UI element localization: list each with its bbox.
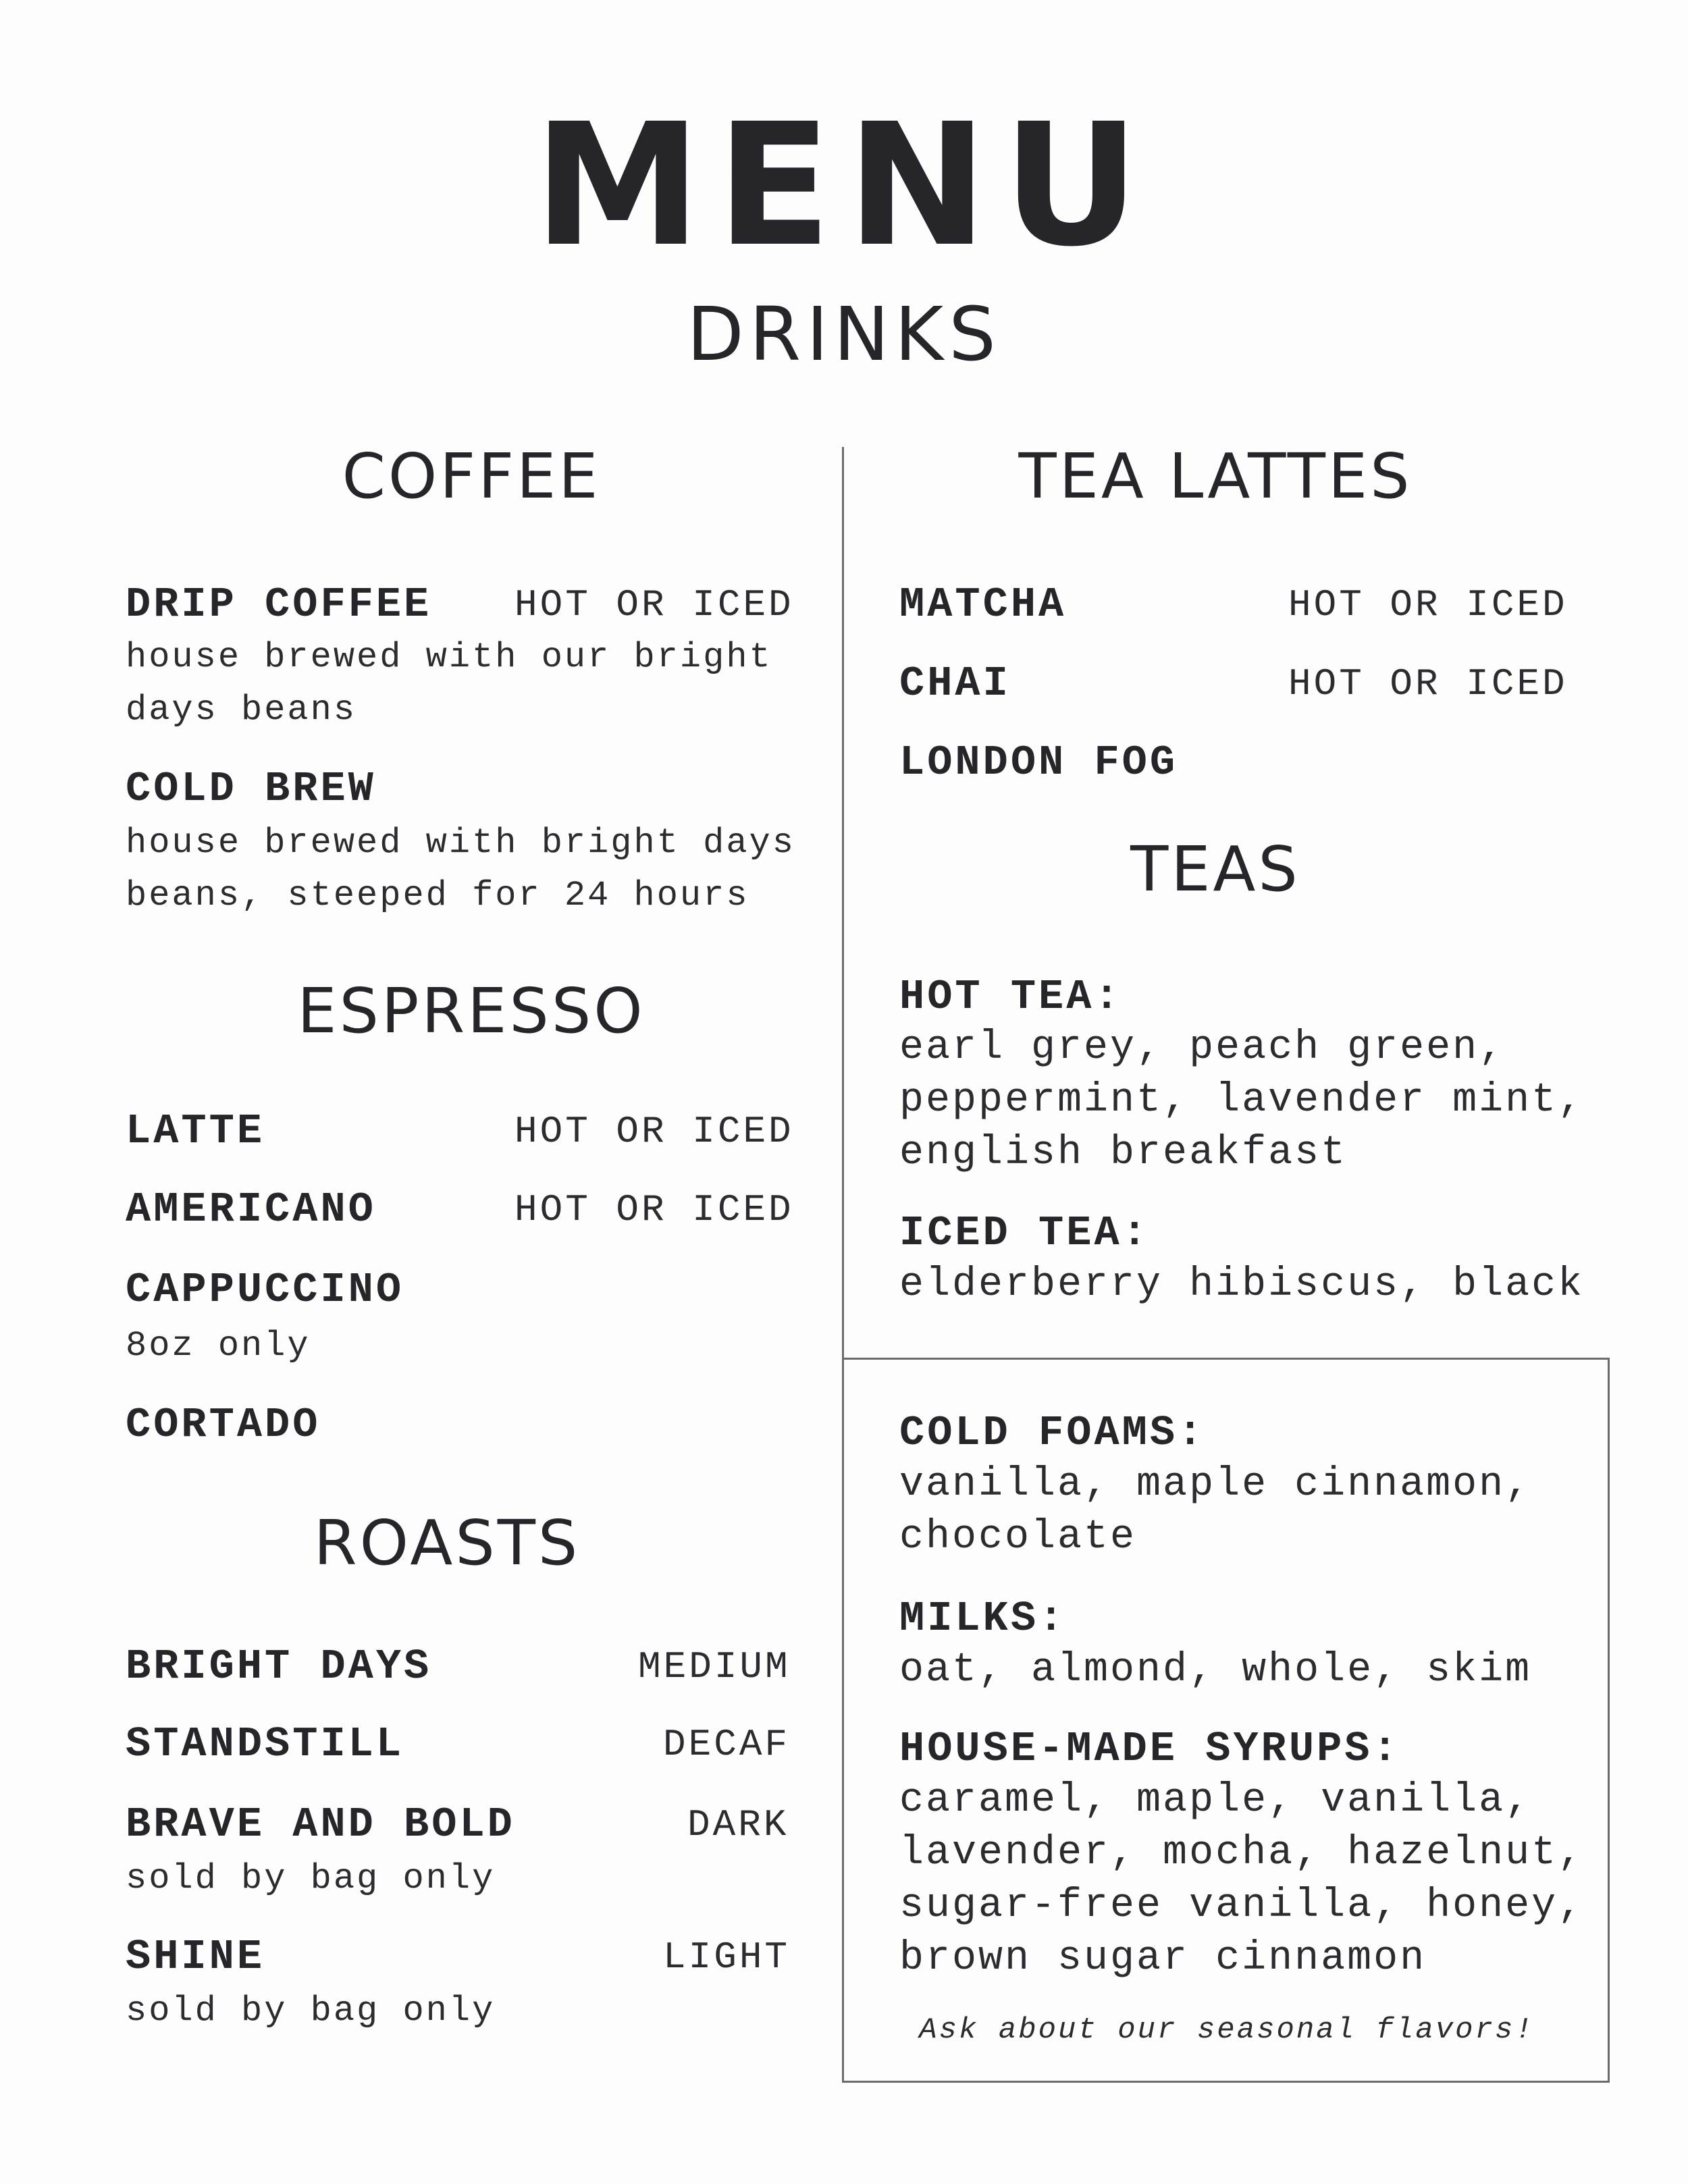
menu-item-cold-brew-desc: house brewed with bright days beans, steeped for 24 hours	[126, 823, 795, 915]
menu-item-chai: CHAI	[899, 660, 1011, 708]
menu-item-chai-option: HOT OR ICED	[1288, 662, 1568, 705]
roast-bright-days: BRIGHT DAYS	[126, 1643, 432, 1690]
roast-bright-days-level: MEDIUM	[638, 1645, 791, 1688]
extras-cold-foams-label: COLD FOAMS:	[899, 1409, 1206, 1457]
extras-syrups-label: HOUSE-MADE SYRUPS:	[899, 1725, 1400, 1773]
teas-heading: TEAS	[1130, 833, 1300, 905]
menu-item-matcha: MATCHA	[899, 581, 1067, 629]
menu-item-london-fog: LONDON FOG	[899, 739, 1178, 787]
roast-shine: SHINE	[126, 1933, 265, 1981]
tea-iced-label: ICED TEA:	[899, 1209, 1150, 1257]
menu-item-drip-coffee-desc: house brewed with our bright days beans	[126, 637, 772, 730]
extras-cold-foams-list: vanilla, maple cinnamon, chocolate	[899, 1462, 1532, 1560]
tea-hot-list: earl grey, peach green, peppermint, lavender mint, english breakfast	[899, 1025, 1585, 1176]
roast-standstill: STANDSTILL	[126, 1720, 404, 1768]
menu-item-cappuccino-desc: 8oz only	[126, 1326, 311, 1366]
roast-shine-desc: sold by bag only	[126, 1991, 496, 2031]
menu-item-americano: AMERICANO	[126, 1186, 376, 1233]
extras-syrups-list: caramel, maple, vanilla, lavender, mocha, hazelnut, sugar-free vanilla, honey, brown sugar cinnamon	[899, 1778, 1585, 1981]
extras-milks-list: oat, almond, whole, skim	[899, 1647, 1532, 1693]
roast-brave-and-bold: BRAVE AND BOLD	[126, 1801, 515, 1848]
menu-item-americano-option: HOT OR ICED	[515, 1188, 794, 1231]
extras-milks-label: MILKS:	[899, 1595, 1067, 1643]
menu-item-cold-brew: COLD BREW	[126, 765, 376, 813]
column-divider	[842, 447, 844, 1360]
roasts-heading: ROASTS	[313, 1507, 581, 1579]
roast-brave-and-bold-desc: sold by bag only	[126, 1859, 496, 1898]
roast-standstill-level: DECAF	[663, 1723, 791, 1766]
menu-subtitle: DRINKS	[687, 291, 1001, 377]
espresso-heading: ESPRESSO	[297, 975, 645, 1047]
coffee-heading: COFFEE	[342, 440, 601, 512]
menu-item-latte-option: HOT OR ICED	[515, 1110, 794, 1153]
menu-item-cortado: CORTADO	[126, 1401, 321, 1449]
seasonal-note: Ask about our seasonal flavors!	[919, 2013, 1535, 2047]
menu-item-latte: LATTE	[126, 1107, 265, 1155]
tea-hot-label: HOT TEA:	[899, 973, 1122, 1021]
tea-iced-list: elderberry hibiscus, black	[899, 1262, 1585, 1308]
roast-brave-and-bold-level: DARK	[687, 1803, 789, 1846]
menu-item-drip-coffee: DRIP COFFEE	[126, 581, 432, 629]
menu-item-drip-coffee-option: HOT OR ICED	[515, 583, 794, 627]
menu-item-matcha-option: HOT OR ICED	[1288, 583, 1568, 627]
menu-item-cappuccino: CAPPUCCINO	[126, 1266, 404, 1314]
roast-shine-level: LIGHT	[663, 1936, 791, 1979]
menu-title: MENU	[533, 87, 1155, 284]
tea-lattes-heading: TEA LATTES	[1018, 440, 1413, 512]
